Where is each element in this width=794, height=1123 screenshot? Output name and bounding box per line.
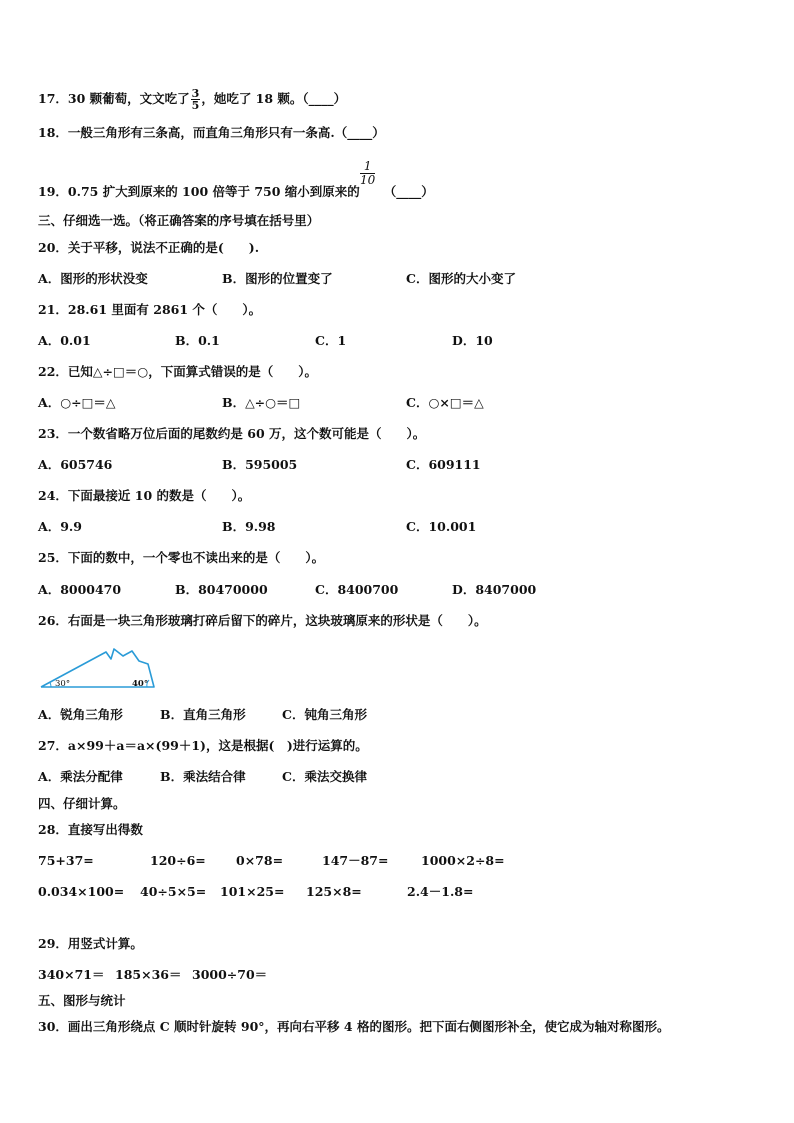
q20-option-b: B．图形的位置变了 xyxy=(222,271,333,286)
question-25-stem: 25．下面的数中，一个零也不读出来的是（ ）。 xyxy=(38,550,325,565)
q28-item: 0×78= xyxy=(236,853,284,868)
question-30-stem: 30．画出三角形绕点 C 顺时针旋转 90°，再向右平移 4 格的图形。把下面右侧图形补全，使它成为轴对称图形。 xyxy=(38,1019,670,1034)
q28-item: 40÷5×5= xyxy=(140,884,207,899)
q29-item: 340×71＝ xyxy=(38,967,105,982)
q25-option-a: A．8000470 xyxy=(38,582,122,597)
q24-option-a: A．9.9 xyxy=(38,519,82,534)
broken-glass-triangle-figure xyxy=(38,646,158,692)
q20-option-c: C．图形的大小变了 xyxy=(406,271,516,286)
q28-item: 120÷6= xyxy=(150,853,206,868)
q22-option-b: B．△÷○＝□ xyxy=(222,395,301,410)
q27-option-b: B．乘法结合律 xyxy=(160,769,246,784)
q21-option-b: B．0.1 xyxy=(175,333,220,348)
q20-option-a: A．图形的形状没变 xyxy=(38,271,148,286)
angle-label-30: 30° xyxy=(55,679,71,689)
q17-text-pre: 17．30 颗葡萄，文文吃了 xyxy=(38,91,190,106)
question-19 xyxy=(38,184,434,200)
q28-item: 75+37= xyxy=(38,853,94,868)
q19-fraction: $\frac{1}{10}$ xyxy=(360,159,376,187)
q26-option-b: B．直角三角形 xyxy=(160,707,246,722)
q17-text-post: ，她吃了 18 颗。（____） xyxy=(201,91,347,106)
q27-option-c: C．乘法交换律 xyxy=(282,769,367,784)
question-18: 18．一般三角形有三条高，而直角三角形只有一条高.（____） xyxy=(38,125,385,140)
q23-option-c: C．609111 xyxy=(406,457,481,472)
section-3-heading: 三、仔细选一选。（将正确答案的序号填在括号里） xyxy=(38,213,320,228)
section-5-heading: 五、图形与统计 xyxy=(38,993,126,1008)
q23-option-b: B．595005 xyxy=(222,457,298,472)
q29-item: 185×36＝ xyxy=(115,967,182,982)
question-21-stem: 21．28.61 里面有 2861 个（ ）。 xyxy=(38,302,262,317)
question-23-stem: 23．一个数省略万位后面的尾数约是 60 万，这个数可能是（ ）。 xyxy=(38,426,426,441)
question-20-stem: 20．关于平移，说法不正确的是( ). xyxy=(38,240,260,255)
q22-option-a: A．○÷□＝△ xyxy=(38,395,116,410)
q19-text-post: （____） xyxy=(383,184,434,199)
section-4-heading: 四、仔细计算。 xyxy=(38,796,126,811)
question-17 xyxy=(38,88,346,111)
q22-option-c: C．○×□＝△ xyxy=(406,395,484,410)
question-27-stem: 27．a×99＋a＝a×(99＋1)，这是根据( )进行运算的。 xyxy=(38,738,368,753)
q25-option-d: D．8407000 xyxy=(452,582,537,597)
q21-option-c: C．1 xyxy=(315,333,347,348)
q25-option-c: C．8400700 xyxy=(315,582,399,597)
question-28-stem: 28．直接写出得数 xyxy=(38,822,143,837)
question-22-stem: 22．已知△÷□＝○，下面算式错误的是（ ）。 xyxy=(38,364,317,379)
angle-label-40: 40° xyxy=(132,679,149,689)
q24-option-c: C．10.001 xyxy=(406,519,477,534)
q28-item: 0.034×100= xyxy=(38,884,125,899)
q26-option-a: A．锐角三角形 xyxy=(38,707,123,722)
q24-option-b: B．9.98 xyxy=(222,519,276,534)
q28-item: 101×25= xyxy=(220,884,285,899)
q26-option-c: C．钝角三角形 xyxy=(282,707,367,722)
question-26-stem: 26．右面是一块三角形玻璃打碎后留下的碎片，这块玻璃原来的形状是（ ）。 xyxy=(38,613,487,628)
q27-option-a: A．乘法分配律 xyxy=(38,769,123,784)
q21-option-d: D．10 xyxy=(452,333,493,348)
q29-item: 3000÷70＝ xyxy=(192,967,268,982)
q25-option-b: B．80470000 xyxy=(175,582,268,597)
q28-item: 1000×2÷8= xyxy=(421,853,505,868)
q28-item: 147－87= xyxy=(322,853,389,868)
q21-option-a: A．0.01 xyxy=(38,333,91,348)
q28-item: 2.4－1.8= xyxy=(407,884,474,899)
q19-text-pre: 19．0.75 扩大到原来的 100 倍等于 750 缩小到原来的 xyxy=(38,184,360,199)
q28-item: 125×8= xyxy=(306,884,362,899)
q17-fraction: $\frac{3}{5}$ xyxy=(191,87,200,112)
q23-option-a: A．605746 xyxy=(38,457,113,472)
question-29-stem: 29．用竖式计算。 xyxy=(38,936,143,951)
question-24-stem: 24．下面最接近 10 的数是（ ）。 xyxy=(38,488,251,503)
